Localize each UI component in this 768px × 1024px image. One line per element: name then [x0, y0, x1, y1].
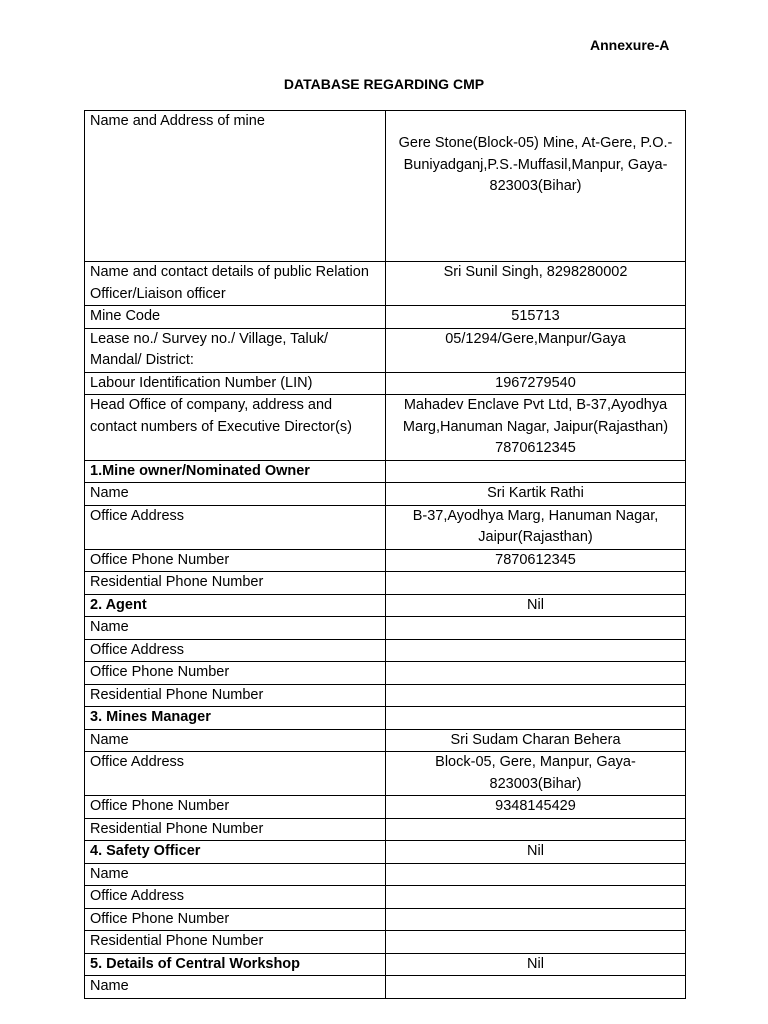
row-value — [386, 460, 686, 483]
section-row-safety-officer — [85, 841, 686, 864]
row-label: Office Address — [85, 505, 386, 549]
row-value — [386, 617, 686, 640]
row-value: B-37,Ayodhya Marg, Hanuman Nagar, Jaipur(Rajasthan) — [386, 505, 686, 549]
row-value: Nil — [386, 841, 686, 864]
row-value — [386, 639, 686, 662]
section-heading: 3. Mines Manager — [85, 707, 386, 730]
table-row — [85, 617, 686, 640]
table-row — [85, 729, 686, 752]
row-label: Office Phone Number — [85, 549, 386, 572]
page-title: DATABASE REGARDING CMP — [283, 76, 485, 92]
table-row — [85, 752, 686, 796]
row-label: Name — [85, 617, 386, 640]
row-value: 1967279540 — [386, 372, 686, 395]
row-label: Head Office of company, address and contact numbers of Executive Director(s) — [85, 395, 386, 461]
section-row-agent — [85, 594, 686, 617]
row-label: Residential Phone Number — [85, 818, 386, 841]
row-label: Name and contact details of public Relation Officer/Liaison officer — [85, 262, 386, 306]
section-row-mines-manager — [85, 707, 686, 730]
row-label: Office Phone Number — [85, 796, 386, 819]
table-row — [85, 262, 686, 306]
row-label: Office Address — [85, 752, 386, 796]
row-label: Residential Phone Number — [85, 684, 386, 707]
table-row — [85, 662, 686, 685]
row-label: Name — [85, 863, 386, 886]
row-value: Sri Sudam Charan Behera — [386, 729, 686, 752]
row-label: Name — [85, 729, 386, 752]
section-heading: 1.Mine owner/Nominated Owner — [85, 460, 386, 483]
row-value — [386, 662, 686, 685]
table-row — [85, 863, 686, 886]
section-heading: 5. Details of Central Workshop — [85, 953, 386, 976]
row-value — [386, 886, 686, 909]
row-value — [386, 931, 686, 954]
table-row — [85, 505, 686, 549]
section-row-central-workshop — [85, 953, 686, 976]
row-value: 7870612345 — [386, 549, 686, 572]
row-value — [386, 976, 686, 999]
table-row — [85, 796, 686, 819]
row-label: Residential Phone Number — [85, 572, 386, 595]
table-row — [85, 931, 686, 954]
row-label: Lease no./ Survey no./ Village, Taluk/ Mandal/ District: — [85, 328, 386, 372]
table-row — [85, 328, 686, 372]
table-row — [85, 684, 686, 707]
section-row-mine-owner — [85, 460, 686, 483]
table-row — [85, 818, 686, 841]
row-value: 9348145429 — [386, 796, 686, 819]
row-value — [386, 908, 686, 931]
row-label: Name — [85, 976, 386, 999]
row-value: Nil — [386, 594, 686, 617]
row-label: Office Phone Number — [85, 908, 386, 931]
row-value — [386, 818, 686, 841]
row-label: Office Address — [85, 886, 386, 909]
table-row — [85, 395, 686, 461]
table-row — [85, 111, 686, 262]
table-row — [85, 483, 686, 506]
row-label: Mine Code — [85, 306, 386, 329]
row-label: Name — [85, 483, 386, 506]
row-value — [386, 863, 686, 886]
table-row — [85, 976, 686, 999]
row-value: Gere Stone(Block-05) Mine, At-Gere, P.O.- Buniyadganj,P.S.-Muffasil,Manpur, Gaya-823003(Bihar) — [386, 111, 686, 262]
row-label: Office Address — [85, 639, 386, 662]
row-value: Block-05, Gere, Manpur, Gaya-823003(Bihar) — [386, 752, 686, 796]
row-value: Sri Sunil Singh, 8298280002 — [386, 262, 686, 306]
row-label: Office Phone Number — [85, 662, 386, 685]
row-value: 05/1294/Gere,Manpur/Gaya — [386, 328, 686, 372]
cmp-database-table — [84, 110, 686, 999]
annexure-label: Annexure-A — [590, 37, 670, 53]
table-row — [85, 908, 686, 931]
row-value: 515713 — [386, 306, 686, 329]
table-row — [85, 639, 686, 662]
table-row — [85, 572, 686, 595]
table-row — [85, 886, 686, 909]
row-value: Mahadev Enclave Pvt Ltd, B-37,Ayodhya Marg,Hanuman Nagar, Jaipur(Rajasthan) 7870612345 — [386, 395, 686, 461]
table-row — [85, 306, 686, 329]
row-value: Nil — [386, 953, 686, 976]
row-label: Name and Address of mine — [85, 111, 386, 262]
table-row — [85, 549, 686, 572]
row-value — [386, 707, 686, 730]
row-label: Residential Phone Number — [85, 931, 386, 954]
row-value — [386, 684, 686, 707]
row-label: Labour Identification Number (LIN) — [85, 372, 386, 395]
section-heading: 4. Safety Officer — [85, 841, 386, 864]
table-row — [85, 372, 686, 395]
row-value: Sri Kartik Rathi — [386, 483, 686, 506]
section-heading: 2. Agent — [85, 594, 386, 617]
row-value — [386, 572, 686, 595]
